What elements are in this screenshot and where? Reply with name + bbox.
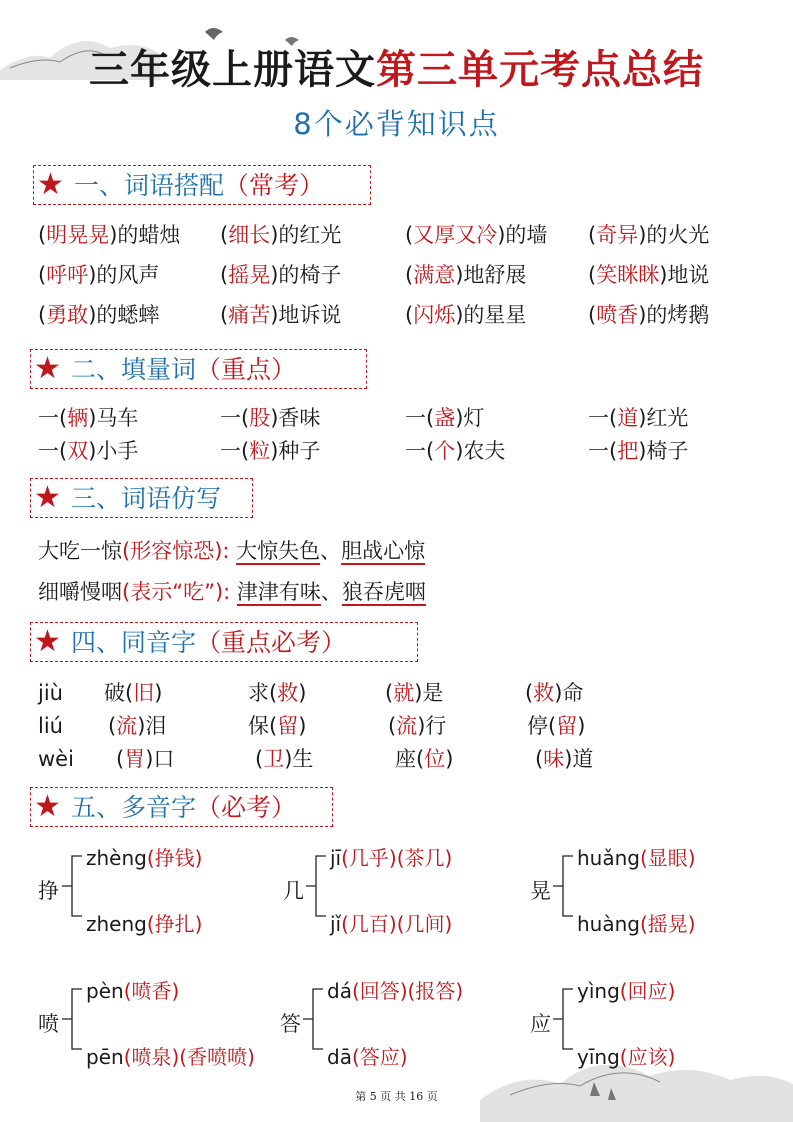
collocation-item <box>220 301 341 329</box>
polyphone-char: 几 <box>283 879 304 903</box>
paren-close: ) <box>109 223 118 247</box>
section-tag: （必考） <box>196 793 297 822</box>
answer: 把 <box>617 439 639 463</box>
measure-word-item <box>405 437 505 465</box>
answer: 细长 <box>228 223 271 247</box>
separator: 、 <box>320 539 342 563</box>
reading-bot <box>577 908 696 937</box>
suffix: )行 <box>417 714 447 738</box>
reading-bot <box>86 908 202 937</box>
collocation-item <box>588 221 709 249</box>
title-part-red: 第三单元考点总结 <box>376 47 704 93</box>
example-word: 狼吞虎咽 <box>341 580 426 604</box>
prefix: 座( <box>395 747 425 771</box>
paren-close: ) <box>88 263 97 287</box>
prefix: 一( <box>220 406 250 430</box>
answer: 味 <box>543 747 565 771</box>
prefix: ( <box>255 747 264 771</box>
paren-close: ) <box>638 439 647 463</box>
reading-top <box>327 975 463 1004</box>
suffix: ) <box>298 681 307 705</box>
section-name: 多音字 <box>121 793 197 822</box>
answer: 双 <box>67 439 89 463</box>
section-number: 三、 <box>71 484 122 513</box>
hint: (表示“吃”): <box>122 580 231 604</box>
section-number: 四、 <box>71 628 122 657</box>
section-tag: （常考） <box>224 171 325 200</box>
collocation-text: 地诉说 <box>278 303 342 327</box>
reading-bot <box>86 1041 255 1070</box>
answer: 留 <box>556 714 578 738</box>
answer: 盏 <box>434 406 456 430</box>
reading-top <box>577 842 696 871</box>
bracket-connector <box>60 844 86 924</box>
prefix: 一( <box>38 439 68 463</box>
suffix: )口 <box>145 747 175 771</box>
answer: 辆 <box>67 406 89 430</box>
answer: 闪烁 <box>413 303 456 327</box>
section-name: 词语仿写 <box>121 484 222 513</box>
homophone-item <box>385 679 443 707</box>
prefix: ( <box>108 714 117 738</box>
pinyin: yìng <box>577 979 620 1003</box>
page-title <box>0 38 793 95</box>
answer: 呼呼 <box>46 263 89 287</box>
collocation-item <box>405 261 526 289</box>
noun: 椅子 <box>646 439 689 463</box>
homophone-item <box>248 712 306 740</box>
answer: 个 <box>434 439 456 463</box>
star-icon: ★ <box>34 351 61 386</box>
measure-word-item <box>220 404 320 432</box>
prefix: 一( <box>588 439 618 463</box>
homophone-item <box>388 712 446 740</box>
answer: 流 <box>396 714 418 738</box>
collocation-item <box>405 301 526 329</box>
pinyin-label: jiù <box>38 681 63 705</box>
star-icon: ★ <box>34 624 61 659</box>
paren-open: ( <box>220 223 229 247</box>
example-words: (喷香) <box>123 979 180 1003</box>
pinyin: dā <box>327 1045 352 1069</box>
section-name: 同音字 <box>121 628 197 657</box>
section-header-2 <box>30 349 367 389</box>
imitation-line-2 <box>38 578 426 606</box>
answer: 粒 <box>249 439 271 463</box>
answer: 股 <box>249 406 271 430</box>
pinyin: jǐ <box>330 912 342 936</box>
paren-close: ) <box>497 223 506 247</box>
homophone-item <box>255 745 313 773</box>
suffix: ) <box>577 714 586 738</box>
suffix: )道 <box>564 747 594 771</box>
homophone-item <box>116 745 174 773</box>
homophone-item <box>108 712 166 740</box>
homophone-item <box>104 679 162 707</box>
collocation-text: 的烤鹅 <box>646 303 710 327</box>
bracket-connector <box>301 977 327 1057</box>
section-header-3 <box>30 478 253 518</box>
noun: 小手 <box>96 439 139 463</box>
reading-top <box>86 842 202 871</box>
noun: 马车 <box>96 406 139 430</box>
example-words: (几乎)(茶几) <box>341 846 453 870</box>
collocation-item <box>38 301 159 329</box>
paren-close: ) <box>638 223 647 247</box>
imitation-line-1 <box>38 537 425 565</box>
pinyin: zheng <box>86 912 147 936</box>
prefix: 一( <box>588 406 618 430</box>
example-words: (挣扎) <box>146 912 203 936</box>
answer: 救 <box>533 681 555 705</box>
paren-close: ) <box>455 406 464 430</box>
prefix: ( <box>116 747 125 771</box>
measure-word-item <box>220 437 320 465</box>
prefix: 求( <box>248 681 278 705</box>
paren-close: ) <box>270 439 279 463</box>
measure-word-item <box>405 404 484 432</box>
answer: 勇敢 <box>46 303 89 327</box>
answer: 喷香 <box>596 303 639 327</box>
paren-open: ( <box>220 263 229 287</box>
prefix: 保( <box>248 714 278 738</box>
collocation-item <box>220 221 341 249</box>
reading-top <box>330 842 452 871</box>
paren-close: ) <box>638 406 647 430</box>
collocation-item <box>220 261 341 289</box>
example-words: (回答)(报答) <box>351 979 464 1003</box>
section-name: 填量词 <box>121 355 197 384</box>
paren-close: ) <box>270 263 279 287</box>
section-number: 一、 <box>74 171 125 200</box>
bracket-connector <box>551 977 577 1057</box>
pinyin: dá <box>327 979 352 1003</box>
source-word: 大吃一惊 <box>38 539 122 563</box>
prefix: 破( <box>104 681 134 705</box>
example-words: (摇晃) <box>639 912 696 936</box>
homophone-item <box>248 679 306 707</box>
pinyin: jī <box>330 846 342 870</box>
title-part-black: 三年级上册语文 <box>89 47 376 93</box>
section-number: 五、 <box>71 793 122 822</box>
reading-bot <box>327 1041 408 1070</box>
suffix: )是 <box>414 681 444 705</box>
suffix: )生 <box>284 747 314 771</box>
answer: 救 <box>277 681 299 705</box>
example-words: (答应) <box>351 1045 408 1069</box>
example-words: (应该) <box>619 1045 676 1069</box>
section-header-5 <box>30 787 333 827</box>
bracket-connector <box>60 977 86 1057</box>
paren-close: ) <box>638 303 647 327</box>
prefix: 一( <box>220 439 250 463</box>
suffix: ) <box>298 714 307 738</box>
polyphone-char: 应 <box>530 1012 551 1036</box>
section-header-4 <box>30 622 418 662</box>
noun: 农夫 <box>463 439 506 463</box>
example-words: (几百)(几间) <box>341 912 453 936</box>
pinyin: zhèng <box>86 846 147 870</box>
section-tag: （重点必考） <box>196 628 347 657</box>
noun: 香味 <box>278 406 321 430</box>
section-header-1 <box>33 165 371 205</box>
noun: 灯 <box>463 406 485 430</box>
answer: 摇晃 <box>228 263 271 287</box>
prefix: 一( <box>38 406 68 430</box>
star-icon: ★ <box>34 789 61 824</box>
pinyin-label: wèi <box>38 747 74 771</box>
paren-open: ( <box>588 303 597 327</box>
collocation-text: 地说 <box>667 263 710 287</box>
collocation-item <box>588 261 709 289</box>
answer: 道 <box>617 406 639 430</box>
bracket-connector <box>304 844 330 924</box>
prefix: ( <box>535 747 544 771</box>
answer: 奇异 <box>596 223 639 247</box>
polyphone-char: 晃 <box>530 879 551 903</box>
homophone-item <box>525 679 583 707</box>
measure-word-item <box>38 437 138 465</box>
example-words: (显眼) <box>639 846 696 870</box>
collocation-text: 的红光 <box>278 223 342 247</box>
paren-close: ) <box>270 406 279 430</box>
answer: 流 <box>116 714 138 738</box>
paren-open: ( <box>405 263 414 287</box>
prefix: ( <box>525 681 534 705</box>
collocation-item <box>405 221 547 249</box>
reading-top <box>577 975 675 1004</box>
answer: 位 <box>424 747 446 771</box>
paren-close: ) <box>88 303 97 327</box>
paren-open: ( <box>220 303 229 327</box>
paren-close: ) <box>455 263 464 287</box>
collocation-item <box>588 301 709 329</box>
collocation-text: 的蟋蟀 <box>96 303 160 327</box>
example-words: (挣钱) <box>146 846 203 870</box>
example-word: 大惊失色 <box>236 539 321 563</box>
section-name: 词语搭配 <box>124 171 225 200</box>
suffix: )泪 <box>137 714 167 738</box>
measure-word-item <box>38 404 138 432</box>
paren-open: ( <box>588 263 597 287</box>
prefix: 停( <box>527 714 557 738</box>
page-subtitle: 8个必背知识点 <box>293 107 500 141</box>
example-word: 津津有味 <box>236 580 321 604</box>
paren-open: ( <box>405 303 414 327</box>
paren-close: ) <box>270 303 279 327</box>
pinyin: pèn <box>86 979 124 1003</box>
reading-top <box>86 975 179 1004</box>
answer: 痛苦 <box>228 303 271 327</box>
suffix: ) <box>154 681 163 705</box>
polyphone-char: 喷 <box>38 1012 59 1036</box>
collocation-text: 的风声 <box>96 263 160 287</box>
measure-word-item <box>588 437 688 465</box>
bracket-connector <box>551 844 577 924</box>
hint: (形容惊恐): <box>122 539 230 563</box>
answer: 满意 <box>413 263 456 287</box>
answer: 明晃晃 <box>46 223 110 247</box>
pinyin: huǎng <box>577 846 640 870</box>
collocation-text: 的星星 <box>463 303 527 327</box>
polyphone-char: 答 <box>280 1012 301 1036</box>
polyphone-char: 挣 <box>38 879 59 903</box>
suffix: )命 <box>554 681 584 705</box>
collocation-text: 的蜡烛 <box>117 223 181 247</box>
paren-open: ( <box>588 223 597 247</box>
paren-close: ) <box>659 263 668 287</box>
homophone-item <box>395 745 453 773</box>
collocation-item <box>38 221 180 249</box>
paren-close: ) <box>88 439 97 463</box>
paren-open: ( <box>38 303 47 327</box>
reading-bot <box>330 908 452 937</box>
pinyin: pēn <box>86 1045 124 1069</box>
paren-close: ) <box>455 303 464 327</box>
page-footer: 第 5 页 共 16 页 <box>355 1090 438 1103</box>
collocation-text: 地舒展 <box>463 263 527 287</box>
homophone-item <box>535 745 593 773</box>
prefix: 一( <box>405 406 435 430</box>
reading-bot <box>577 1041 675 1070</box>
separator: 、 <box>320 580 342 604</box>
answer: 又厚又冷 <box>413 223 498 247</box>
section-number: 二、 <box>71 355 122 384</box>
example-words: (喷泉)(香喷喷) <box>123 1045 255 1069</box>
homophone-item <box>527 712 585 740</box>
noun: 种子 <box>278 439 321 463</box>
answer: 卫 <box>263 747 285 771</box>
answer: 笑眯眯 <box>596 263 660 287</box>
section-tag: （重点） <box>196 355 297 384</box>
collocation-text: 的墙 <box>505 223 548 247</box>
prefix: 一( <box>405 439 435 463</box>
pinyin: huàng <box>577 912 640 936</box>
example-word: 胆战心惊 <box>341 539 426 563</box>
prefix: ( <box>385 681 394 705</box>
paren-close: ) <box>88 406 97 430</box>
answer: 留 <box>277 714 299 738</box>
paren-close: ) <box>455 439 464 463</box>
pinyin-label: liú <box>38 714 63 738</box>
star-icon: ★ <box>37 167 64 202</box>
star-icon: ★ <box>34 480 61 515</box>
paren-close: ) <box>270 223 279 247</box>
noun: 红光 <box>646 406 689 430</box>
paren-open: ( <box>38 263 47 287</box>
collocation-text: 的火光 <box>646 223 710 247</box>
source-word: 细嚼慢咽 <box>38 580 122 604</box>
collocation-item <box>38 261 159 289</box>
pinyin: yīng <box>577 1045 620 1069</box>
answer: 旧 <box>133 681 155 705</box>
paren-open: ( <box>405 223 414 247</box>
prefix: ( <box>388 714 397 738</box>
answer: 就 <box>393 681 415 705</box>
collocation-text: 的椅子 <box>278 263 342 287</box>
suffix: ) <box>445 747 454 771</box>
measure-word-item <box>588 404 688 432</box>
example-words: (回应) <box>619 979 676 1003</box>
paren-open: ( <box>38 223 47 247</box>
answer: 胃 <box>124 747 146 771</box>
